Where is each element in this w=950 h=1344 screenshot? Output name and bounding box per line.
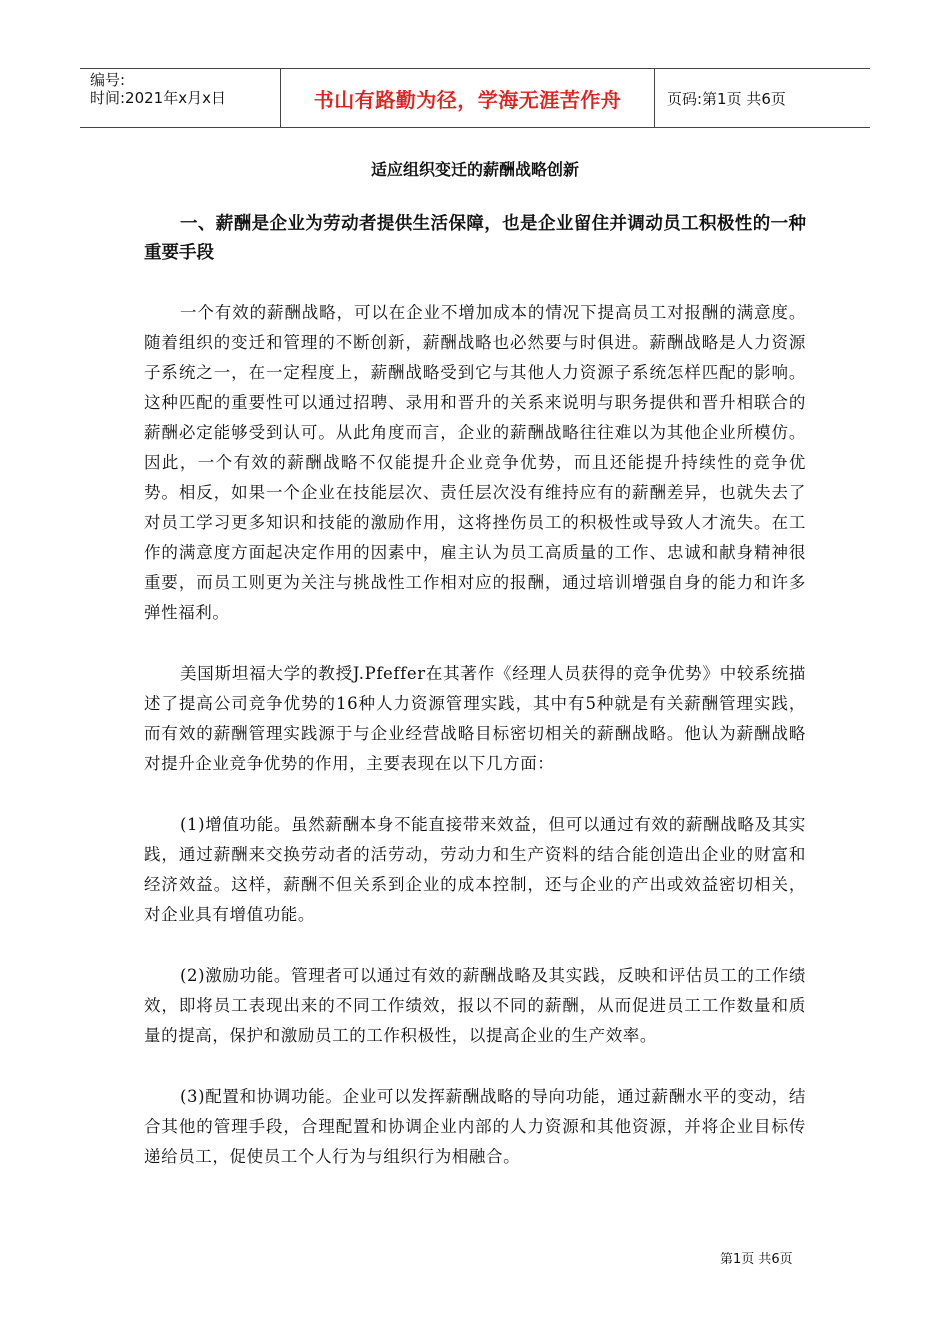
document-title: 适应组织变迁的薪酬战略创新 [370, 160, 579, 179]
header-table [80, 68, 870, 128]
paragraph: (1)增值功能。虽然薪酬本身不能直接带来效益，但可以通过有效的薪酬战略及其实践，通过薪酬来交换劳动者的活劳动，劳动力和生产资料的结合能创造出企业的财富和经济效益。这样，薪酬不但关系到企业的成本控制，还与企业的产出或效益密切相关，对企业具有增值功能。 [144, 815, 806, 924]
paragraph: (3)配置和协调功能。企业可以发挥薪酬战略的导向功能，通过薪酬水平的变动，结合其他的管理手段，合理配置和协调企业内部的人力资源和其他资源，并将企业目标传递给员工，促使员工个人行为与组织行为相融合。 [144, 1087, 806, 1166]
paragraph: (2)激励功能。管理者可以通过有效的薪酬战略及其实践，反映和评估员工的工作绩效，即将员工表现出来的不同工作绩效，报以不同的薪酬，从而促进员工工作数量和质量的提高，保护和激励员工的工作积极性，以提高企业的生产效率。 [144, 966, 806, 1045]
document-body [144, 210, 806, 1203]
section-heading: 一、薪酬是企业为劳动者提供生活保障，也是企业留住并调动员工积极性的一种重要手段 [144, 214, 806, 263]
header-page-cell [655, 69, 870, 127]
footer-page-info: 第1页 共6页 [720, 1252, 793, 1267]
document-number-label: 编号: [90, 71, 126, 89]
header-motto: 书山有路勤为径，学海无涯苦作舟 [313, 87, 622, 112]
header-motto-cell [281, 69, 655, 127]
header-page-info: 页码:第1页 共6页 [667, 89, 786, 108]
document-time-label: 时间:2021年x月x日 [90, 89, 226, 107]
header-meta-cell [80, 69, 281, 127]
paragraph: 一个有效的薪酬战略，可以在企业不增加成本的情况下提高员工对报酬的满意度。随着组织的变迁和管理的不断创新，薪酬战略也必然要与时俱进。薪酬战略是人力资源子系统之一，在一定程度上，薪酬战略受到它与其他人力资源子系统怎样匹配的影响。这种匹配的重要性可以通过招聘、录用和晋升的关系来说明与职务提供和晋升相联合的薪酬必定能够受到认可。从此角度而言，企业的薪酬战略往往难以为其他企业所模仿。因此，一个有效的薪酬战略不仅能提升企业竞争优势，而且还能提升持续性的竞争优势。相反，如果一个企业在技能层次、责任层次没有维持应有的薪酬差异，也就失去了对员工学习更多知识和技能的激励作用，这将挫伤员工的积极性或导致人才流失。在工作的满意度方面起决定作用的因素中，雇主认为员工高质量的工作、忠诚和献身精神很重要，而员工则更为关注与挑战性工作相对应的报酬，通过培训增强自身的能力和许多弹性福利。 [144, 303, 806, 622]
paragraph: 美国斯坦福大学的教授J.Pfeffer在其著作《经理人员获得的竞争优势》中较系统描述了提高公司竞争优势的16种人力资源管理实践，其中有5种就是有关薪酬管理实践，而有效的薪酬管理实践源于与企业经营战略目标密切相关的薪酬战略。他认为薪酬战略对提升企业竞争优势的作用，主要表现在以下几方面： [144, 664, 806, 773]
